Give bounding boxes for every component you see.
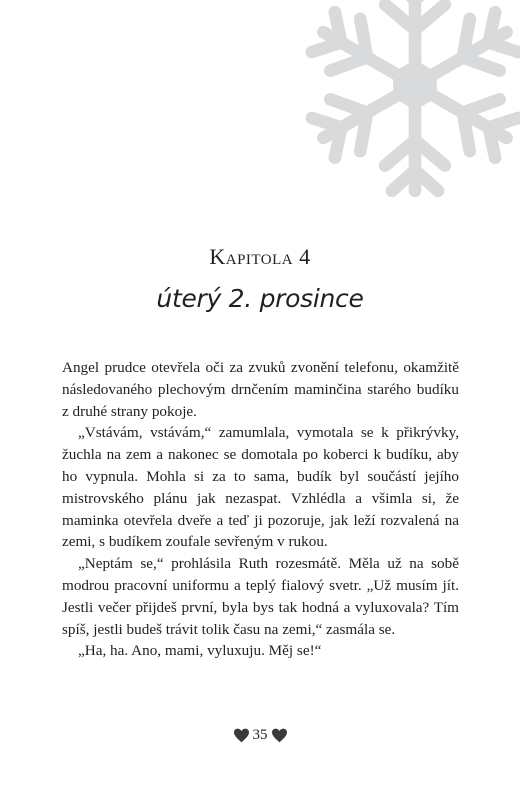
page-footer — [0, 727, 520, 744]
paragraph: „Neptám se,“ prohlásila Ruth rozesmátě. Měla už na sobě modrou pracovní uniformu a teplý fialový svetr. „Už musím jít. Jestli večer přijdeš první, byla bys tak hodná a vyluxovala? Tím spíš, jestli budeš trávit tolik času na zemi,“ zasmála se. — [62, 555, 459, 638]
heart-icon — [233, 728, 250, 743]
chapter-subtitle: úterý 2. prosince — [156, 284, 364, 313]
paragraph: „Vstávám, vstávám,“ zamumlala, vymotala se k přikrývky, žuchla na zem a nakonec se domotala po koberci k budíku, aby ho vypnula. Mohla si za to sama, budík byl součástí jejího mistrovského plánu jak nezaspat. Vzhlédla a všimla si, že maminka otevřela dveře a teď ji pozoruje, jak leží rozvalená na zemi, s budíkem zoufale sevřeným v rukou. — [62, 424, 459, 551]
page-number: 35 — [252, 727, 268, 743]
heart-icon — [271, 728, 288, 743]
chapter-title: Kapitola 4 — [209, 244, 311, 269]
body-text — [62, 357, 459, 662]
snowflake-icon — [300, 0, 520, 200]
paragraph: „Ha, ha. Ano, mami, vyluxuju. Měj se!“ — [78, 642, 322, 660]
paragraph: Angel prudce otevřela oči za zvuků zvonění telefonu, okamžitě následovaného plechovým drnčením maminčina starého budíku z druhé strany pokoje. — [62, 359, 459, 420]
